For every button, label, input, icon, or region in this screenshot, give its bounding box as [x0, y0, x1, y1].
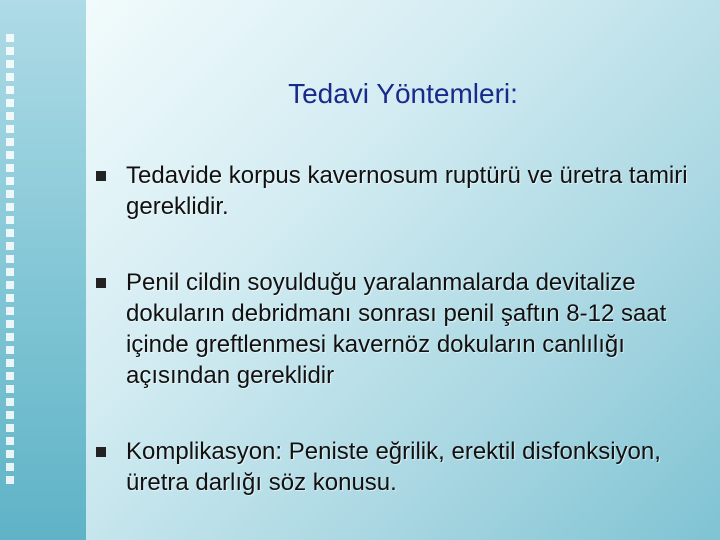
square-bullet-icon [96, 278, 106, 288]
square-bullet-icon [96, 447, 106, 457]
list-item [96, 436, 696, 498]
bullet-list [96, 160, 696, 498]
square-strip-icon [6, 34, 20, 489]
left-decorative-band [0, 0, 86, 540]
list-item [96, 160, 696, 222]
slide-title: Tedavi Yöntemleri: [288, 78, 518, 109]
bullet-text: Komplikasyon: Peniste eğrilik, erektil disfonksiyon, üretra darlığı söz konusu. [126, 438, 661, 496]
list-item [96, 267, 696, 391]
bullet-text: Tedavide korpus kavernosum ruptürü ve üretra tamiri gereklidir. [126, 162, 688, 220]
bullet-text: Penil cildin soyulduğu yaralanmalarda devitalize dokuların debridmanı sonrası penil şaftın 8-12 saat içinde greftlenmesi kavernöz dokuların canlılığı açısından gereklidir [126, 269, 667, 389]
square-bullet-icon [96, 171, 106, 181]
